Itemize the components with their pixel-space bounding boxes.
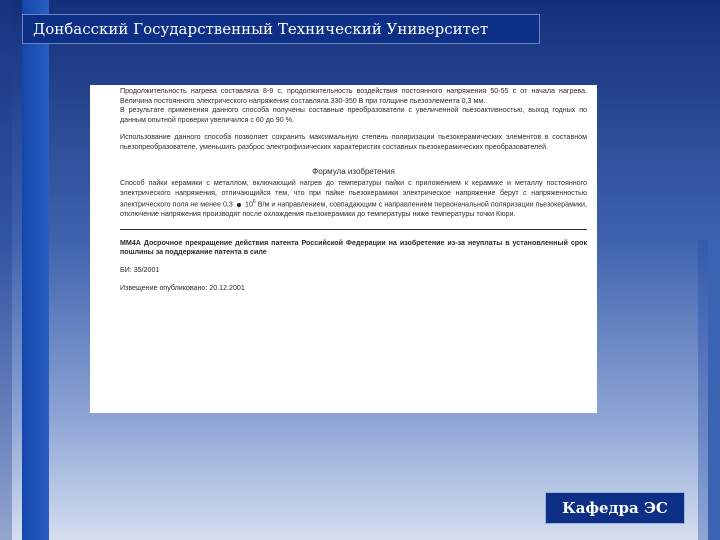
notice-paragraph	[120, 239, 587, 258]
slide-title: Донбасский Государственный Технический Университет	[22, 14, 540, 44]
background-stripe-right	[708, 240, 720, 540]
formula-claim	[120, 179, 587, 220]
paragraph-heating: Продолжительность нагрева составляла 8-9 с, продолжительность воздействия постоянного напряжения 50-55 с от начала нагрева. Величина постоянного электрического напряжения составляла 330-350 В при толщине пьезоэлемента 0,3 мм.	[120, 87, 587, 105]
multiplication-dot-icon	[237, 203, 241, 207]
claim-text-part2: В/м и направлением, совпадающим с направлением первоначальной поляризации пьезокерамики, отключение напряжения производят после охлаждения пьезокерамики до температуры ниже температуры точки Кюри.	[120, 200, 587, 219]
formula-heading: Формула изобретения	[312, 166, 395, 176]
claim-exp-base: 10	[245, 200, 253, 209]
paragraph-results: В результате применения данного способа получены составные преобразователи с увеличенной пьезоактивностью, выход годных по данным опытной проверки увеличился с 60 до 90 %.	[120, 106, 587, 124]
bulletin-number: БИ: 35/2001	[120, 266, 160, 275]
department-label: Кафедра ЭС	[545, 492, 685, 524]
background-stripe-left-outer	[0, 0, 12, 540]
notice-text: Досрочное прекращение действия патента Российской Федерации на изобретение из-за неуплаты в установленный срок пошлины за поддержание патента в силе	[120, 238, 587, 257]
patent-document-image	[90, 85, 597, 413]
divider-line	[120, 229, 587, 230]
publication-date: Извещение опубликовано: 20.12.2001	[120, 283, 245, 292]
background-stripe-left	[22, 0, 49, 540]
paragraph-usage: Использование данного способа позволяет сохранить максимальную степень поляризации пьезокерамических элементов в составном пьезопреобразователе, уменьшить разброс электрофизических характеристик составных пьезокерамических преобразователей.	[120, 133, 587, 151]
notice-code: MM4A	[120, 238, 141, 247]
claim-exponent: 6	[252, 199, 256, 206]
claim-text-part1: Способ пайки керамики с металлом, включающий нагрев до температуры пайки с приложением к керамике и металлу постоянного электрического напряжения, отличающийся тем, что при пайке пьезокерамики электрическое напряжение берут с напряженностью электрического поля не менее 0,3	[120, 179, 587, 209]
